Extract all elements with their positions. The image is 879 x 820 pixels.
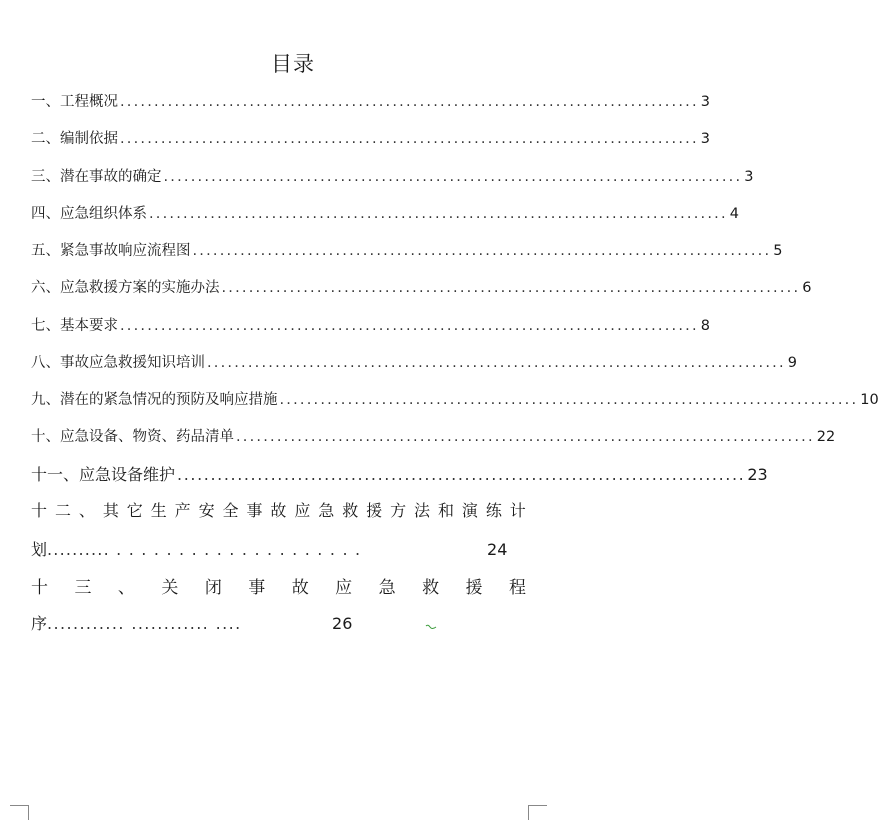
toc-entry-12-continuation[interactable] bbox=[31, 537, 507, 561]
toc-entry[interactable] bbox=[31, 351, 798, 375]
toc-heading-char: 计 bbox=[509, 501, 526, 520]
toc-heading-char: 其 bbox=[102, 501, 119, 520]
toc-heading-char: 、 bbox=[78, 501, 95, 520]
toc-entry[interactable] bbox=[31, 239, 783, 263]
toc-entry-page: 5 bbox=[773, 243, 783, 259]
toc-entry[interactable] bbox=[31, 425, 836, 449]
toc-leader-dots: ..................................................................................... bbox=[207, 355, 786, 371]
toc-leader-dots: ..................................................................................... bbox=[120, 318, 699, 334]
toc-heading-char: 和 bbox=[437, 501, 454, 520]
toc-entry-page: 23 bbox=[747, 465, 768, 484]
toc-heading-char: 十 bbox=[31, 501, 48, 520]
toc-heading-char: 援 bbox=[465, 578, 483, 598]
toc-heading-char: 程 bbox=[508, 578, 526, 598]
toc-entry-label: 九、潜在的紧急情况的预防及响应措施 bbox=[31, 392, 278, 408]
toc-entry-label: 八、事故应急救援知识培训 bbox=[31, 355, 205, 371]
toc-entry-label: 划 bbox=[31, 540, 48, 559]
toc-leader-dots: ..................................................................................... bbox=[236, 429, 815, 445]
toc-leader-dots: ..................................................................................... bbox=[177, 465, 746, 484]
toc-heading-char: 应 bbox=[294, 501, 311, 520]
toc-entry-label: 序 bbox=[31, 614, 48, 633]
toc-leader-dots: ............ ............ .... bbox=[47, 614, 242, 633]
toc-heading-char: 生 bbox=[150, 501, 167, 520]
toc-heading-char: 、 bbox=[117, 578, 135, 598]
crop-mark-right bbox=[528, 805, 547, 820]
toc-leader-dots: ..................................................................................... bbox=[163, 169, 743, 185]
toc-entry[interactable] bbox=[31, 90, 711, 114]
toc-heading-char: 全 bbox=[222, 501, 239, 520]
toc-entry-label: 六、应急救援方案的实施办法 bbox=[31, 280, 220, 296]
toc-entry-page: 3 bbox=[700, 94, 711, 110]
toc-entry-13-heading[interactable] bbox=[31, 573, 526, 599]
toc-heading-char: 关 bbox=[161, 578, 179, 598]
toc-heading-char: 事 bbox=[248, 578, 266, 598]
toc-entry-page: 8 bbox=[700, 318, 711, 334]
toc-heading-char: 二 bbox=[54, 501, 71, 520]
toc-entry-label: 一、工程概况 bbox=[31, 94, 118, 110]
toc-heading-char: 救 bbox=[422, 578, 440, 598]
toc-leader-dots: ..................................................................................... bbox=[279, 392, 859, 408]
toc-entry-page: 22 bbox=[816, 429, 836, 445]
toc-leader-dots: ..................................................................................... bbox=[221, 280, 801, 296]
toc-entry-label: 十、应急设备、物资、药品清单 bbox=[31, 429, 234, 445]
toc-heading-char: 练 bbox=[485, 501, 502, 520]
toc-entry-label: 五、紧急事故响应流程图 bbox=[31, 243, 191, 259]
toc-leader-dots: ..................................................................................... bbox=[149, 206, 728, 222]
toc-heading-char: 援 bbox=[366, 501, 383, 520]
toc-leader-dots: ..................................................................................... bbox=[192, 243, 772, 259]
toc-heading-char: 急 bbox=[378, 578, 396, 598]
toc-heading-char: 故 bbox=[270, 501, 287, 520]
toc-entry-page: 9 bbox=[787, 355, 798, 371]
toc-heading-char: 十 bbox=[31, 578, 48, 598]
toc-title: 目录 bbox=[271, 52, 315, 76]
toc-entry[interactable] bbox=[31, 127, 711, 151]
toc-entry[interactable] bbox=[31, 165, 754, 189]
toc-leader-dots: ..................................................................................... bbox=[120, 131, 699, 147]
toc-entry-label: 三、潜在事故的确定 bbox=[31, 169, 162, 185]
toc-entry-13-continuation[interactable] bbox=[31, 611, 352, 635]
toc-entry[interactable] bbox=[31, 202, 740, 226]
toc-entry-page: 4 bbox=[729, 206, 740, 222]
toc-entry-page: 3 bbox=[744, 169, 754, 185]
toc-entry-12-heading[interactable] bbox=[31, 498, 526, 524]
toc-entry-label: 四、应急组织体系 bbox=[31, 206, 147, 222]
toc-entry[interactable] bbox=[31, 462, 768, 486]
toc-leader-dots: .......... . . . . . . . . . . . . . . . . . . . . bbox=[47, 540, 362, 559]
toc-heading-char: 应 bbox=[335, 578, 353, 598]
toc-heading-char: 三 bbox=[74, 578, 92, 598]
crop-mark-left bbox=[10, 805, 29, 820]
toc-heading-char: 事 bbox=[246, 501, 263, 520]
toc-heading-char: 产 bbox=[174, 501, 191, 520]
toc-entry-page: 24 bbox=[487, 540, 508, 559]
toc-entry-page: 10 bbox=[860, 392, 879, 408]
toc-entry[interactable] bbox=[31, 314, 711, 338]
toc-entry-page: 3 bbox=[700, 131, 711, 147]
toc-entry-page: 26 bbox=[332, 614, 353, 633]
toc-entry-label: 七、基本要求 bbox=[31, 318, 118, 334]
toc-entry-label: 十一、应急设备维护 bbox=[31, 465, 176, 484]
toc-heading-char: 它 bbox=[126, 501, 143, 520]
toc-entry-page: 6 bbox=[802, 280, 812, 296]
toc-heading-char: 救 bbox=[342, 501, 359, 520]
toc-heading-char: 演 bbox=[461, 501, 478, 520]
toc-entry[interactable] bbox=[31, 388, 879, 412]
toc-entry[interactable] bbox=[31, 276, 812, 300]
toc-heading-char: 法 bbox=[414, 501, 431, 520]
toc-heading-char: 急 bbox=[318, 501, 335, 520]
toc-heading-char: 闭 bbox=[204, 578, 222, 598]
squiggle-mark-icon bbox=[426, 624, 436, 630]
toc-heading-char: 方 bbox=[390, 501, 407, 520]
toc-leader-dots: ..................................................................................... bbox=[120, 94, 699, 110]
toc-heading-char: 安 bbox=[198, 501, 215, 520]
toc-heading-char: 故 bbox=[291, 578, 309, 598]
toc-entry-label: 二、编制依据 bbox=[31, 131, 118, 147]
